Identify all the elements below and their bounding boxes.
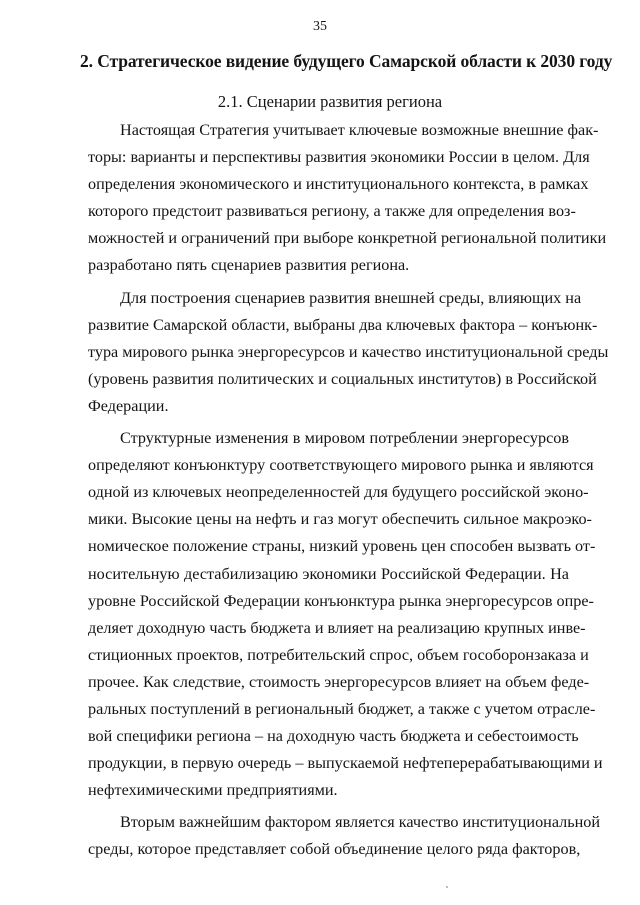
paragraph-line: номическое положение страны, низкий уровень цен способен вызвать от-: [88, 537, 596, 556]
paragraph: [88, 809, 601, 863]
paragraph-line: определения экономического и институционального контекста, в рамках: [88, 175, 589, 194]
paragraph-line: Федерации.: [88, 396, 169, 415]
paragraph: [88, 425, 603, 804]
paragraph-line: Вторым важнейшим фактором является качество институциональной: [120, 813, 601, 832]
paragraph: [88, 285, 609, 420]
paragraph-line: ральных поступлений в региональный бюджет, а также с учетом отрасле-: [88, 699, 596, 718]
paragraph-line: торы: варианты и перспективы развития экономики России в целом. Для: [88, 148, 590, 167]
body-text: [88, 117, 609, 869]
paragraph-line: стиционных проектов, потребительский спрос, объем гособоронзаказа и: [88, 645, 589, 664]
paragraph-line: продукции, в первую очередь – выпускаемой нефтеперерабатывающими и: [88, 754, 603, 773]
paragraph-line: можностей и ограничений при выборе конкретной региональной политики: [88, 229, 607, 248]
scan-speck: [446, 886, 448, 888]
paragraph-line: Структурные изменения в мировом потреблении энергоресурсов: [120, 429, 569, 448]
paragraph-line: Для построения сценариев развития внешней среды, влияющих на: [120, 288, 582, 307]
paragraph-line: мики. Высокие цены на нефть и газ могут обеспечить сильное макроэко-: [88, 510, 592, 529]
paragraph-line: которого предстоит развиваться региону, а также для определения воз-: [88, 202, 576, 221]
paragraph-line: уровне Российской Федерации конъюнктура рынка энергоресурсов опре-: [88, 591, 594, 610]
paragraph-line: определяют конъюнктуру соответствующего мирового рынка и являются: [88, 456, 594, 475]
paragraph-line: среды, которое представляет собой объединение целого ряда факторов,: [88, 840, 581, 859]
subsection-title: 2.1. Сценарии развития региона: [217, 92, 443, 111]
page-number: 35: [313, 19, 327, 34]
section-title: 2. Стратегическое видение будущего Самарской области к 2030 году: [80, 51, 613, 71]
paragraph-line: тура мирового рынка энергоресурсов и качество институциональной среды: [88, 342, 609, 361]
paragraph-line: разработано пять сценариев развития региона.: [88, 256, 410, 275]
paragraph-line: носительную дестабилизацию экономики Российской Федерации. На: [88, 564, 569, 583]
paragraph-line: одной из ключевых неопределенностей для будущего российской эконо-: [88, 483, 589, 502]
paragraph-line: нефтехимическими предприятиями.: [88, 781, 338, 800]
paragraph-line: деляет доходную часть бюджета и влияет на реализацию крупных инве-: [88, 618, 586, 637]
paragraph-line: вой специфики региона – на доходную часть бюджета и себестоимость: [88, 727, 579, 746]
paragraph-line: прочее. Как следствие, стоимость энергоресурсов влияет на объем феде-: [88, 672, 590, 691]
paragraph-line: Настоящая Стратегия учитывает ключевые возможные внешние фак-: [120, 121, 599, 139]
paragraph-line: развитие Самарской области, выбраны два ключевых фактора – конъюнк-: [88, 315, 598, 334]
paragraph-line: (уровень развития политических и социальных институтов) в Российской: [88, 369, 597, 388]
paragraph: [88, 117, 607, 280]
